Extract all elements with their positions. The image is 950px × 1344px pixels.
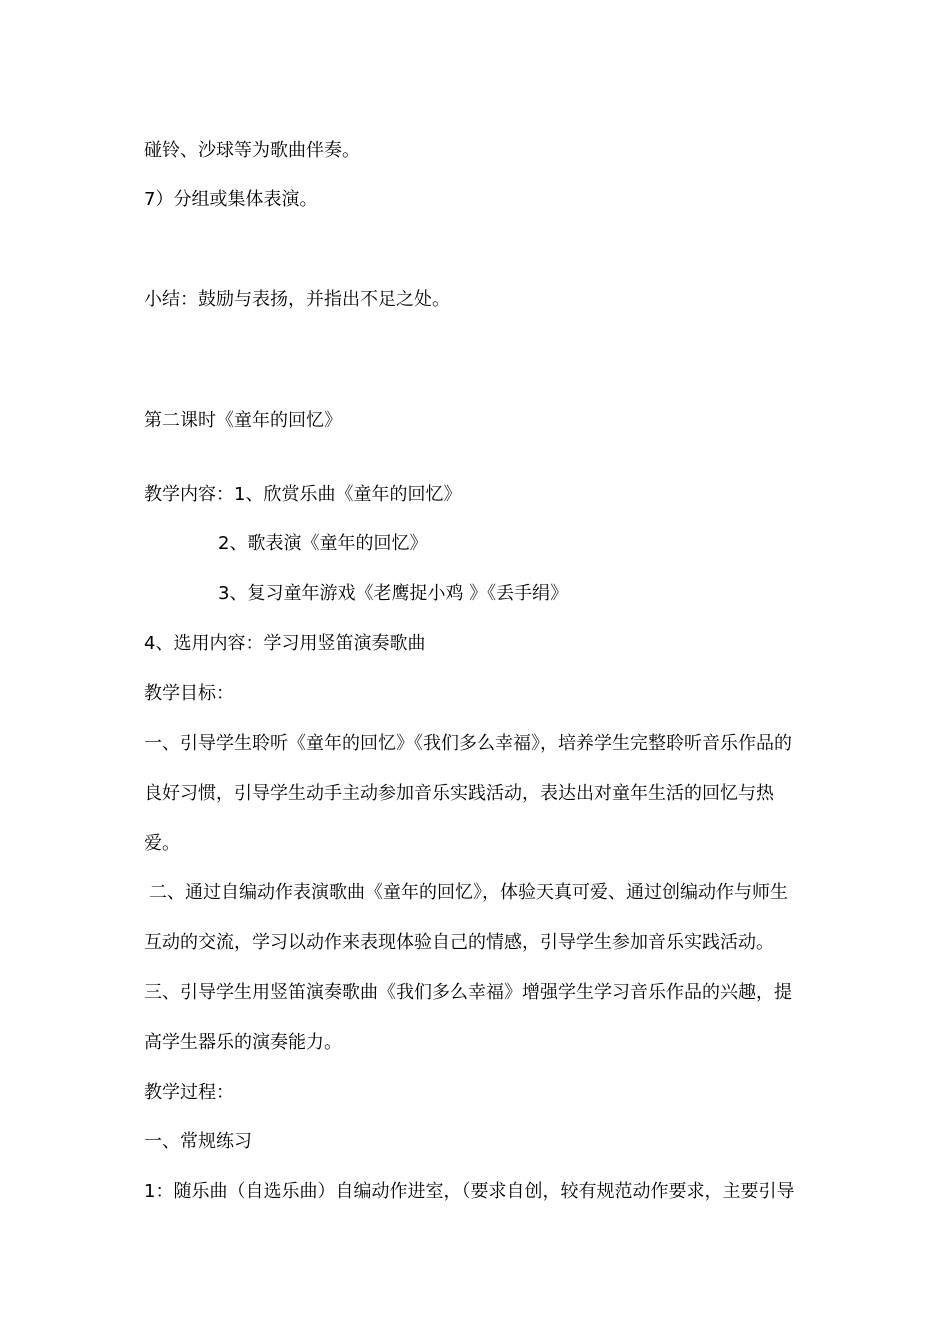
- process-step: 1：随乐曲（自选乐曲）自编动作进室，（要求自创，较有规范动作要求，主要引导: [144, 1181, 795, 1202]
- content-item: 2、歌表演《童年的回忆》: [218, 533, 428, 554]
- content-item: 4、选用内容：学习用竖笛演奏歌曲: [144, 633, 426, 654]
- objective-line: 一、引导学生聆听《童年的回忆》《我们多么幸福》，培养学生完整聆听音乐作品的: [144, 733, 792, 754]
- lesson-title: 第二课时《童年的回忆》: [144, 410, 342, 431]
- process-step: 一、常规练习: [144, 1131, 252, 1152]
- objective-line: 良好习惯，引导学生动手主动参加音乐实践活动，表达出对童年生活的回忆与热: [144, 783, 774, 804]
- objective-line: 高学生器乐的演奏能力。: [144, 1032, 342, 1053]
- content-item: 3、复习童年游戏《老鹰捉小鸡 》《丢手绢》: [218, 583, 569, 604]
- text-line: 碰铃、沙球等为歌曲伴奏。: [144, 140, 360, 161]
- objectives-heading: 教学目标：: [144, 683, 234, 704]
- objective-line: 互动的交流，学习以动作来表现体验自己的情感，引导学生参加音乐实践活动。: [144, 932, 774, 953]
- summary-line: 小结：鼓励与表扬，并指出不足之处。: [144, 289, 450, 310]
- objective-line: 二、通过自编动作表演歌曲《童年的回忆》，体验天真可爱、通过创编动作与师生: [149, 882, 788, 903]
- process-heading: 教学过程：: [144, 1082, 234, 1103]
- objective-line: 爱。: [144, 833, 180, 854]
- objective-line: 三、引导学生用竖笛演奏歌曲《我们多么幸福》增强学生学习音乐作品的兴趣，提: [144, 982, 792, 1003]
- text-line: 7）分组或集体表演。: [144, 189, 318, 210]
- content-heading: 教学内容：1、欣赏乐曲《童年的回忆》: [144, 484, 462, 505]
